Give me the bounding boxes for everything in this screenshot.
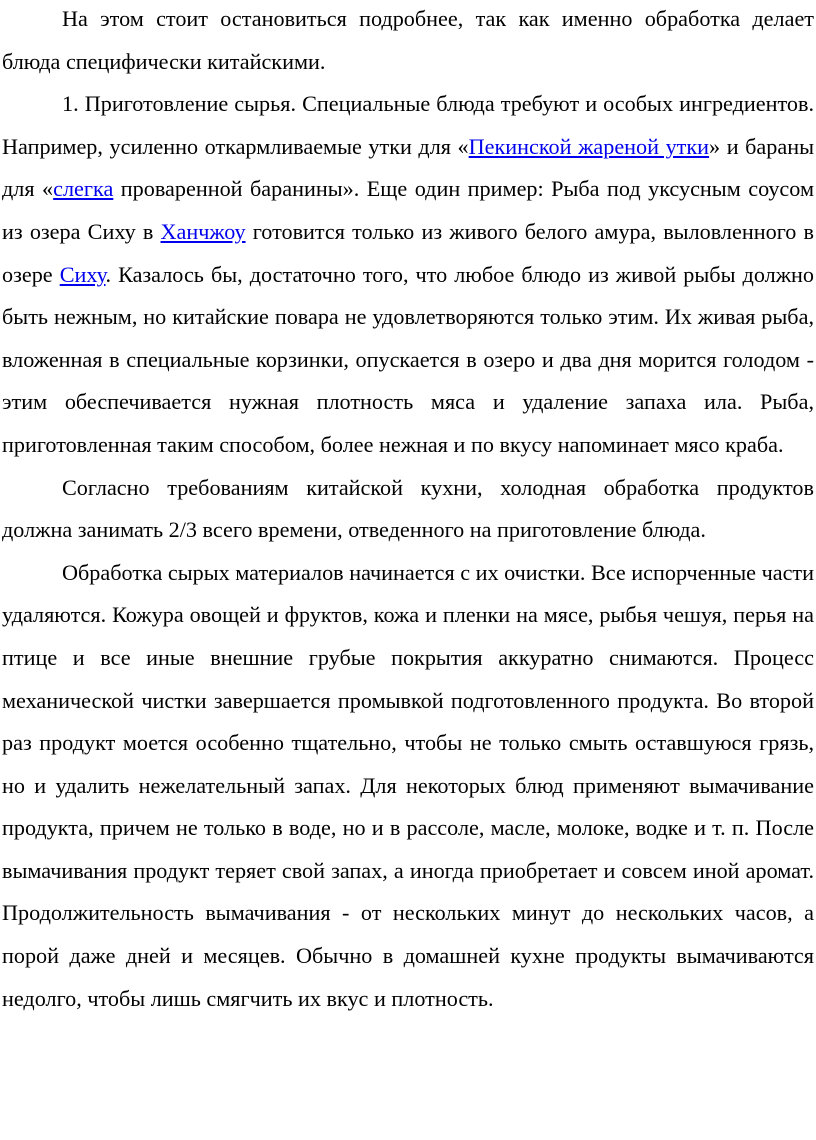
link-xihu[interactable]: Сиху xyxy=(59,261,106,287)
link-hangzhou[interactable]: Ханчжоу xyxy=(160,218,246,244)
paragraph-intro xyxy=(2,0,814,83)
paragraph-cleaning-text: Обработка сырых материалов начинается с их очистки. Все испорченные части удаляются. Кожура овощей и фруктов, кожа и пленки на мясе, рыбья чешуя, перья на птице и все иные внешние грубые покрытия аккуратно снимаются. Процесс механической чистки завершается промывкой подготовленного продукта. Во второй раз продукт моется особенно тщательно, чтобы не только смыть оставшуюся грязь, но и удалить нежелательный запах. Для некоторых блюд применяют вымачивание продукта, причем не только в воде, но и в рассоле, масле, молоке, водке и т. п. После вымачивания продукт теряет свой запах, а иногда приобретает и совсем иной аромат. Продолжительность вымачивания - от нескольких минут до нескольких часов, а порой даже дней и месяцев. Обычно в домашней кухне продукты вымачиваются недолго, чтобы лишь смягчить их вкус и плотность. xyxy=(2,559,814,1011)
paragraph-text-segment: » и бараны для « xyxy=(2,133,814,202)
paragraph-text-segment: . Казалось бы, достаточно того, что любое блюдо из живой рыбы должно быть нежным, но китайские повара не удовлетворяются только этим. Их живая рыба, вложенная в специальные корзинки, опускается в озеро и два дня морится голодом - этим обеспечивается нужная плотность мяса и удаление запаха ила. Рыба, приготовленная таким способом, более нежная и по вкусу напоминает мясо краба. xyxy=(2,261,814,457)
paragraph-raw-preparation xyxy=(2,83,814,466)
paragraph-cold-processing-text: Согласно требованиям китайской кухни, холодная обработка продуктов должна занимать 2/3 всего времени, отведенного на приготовление блюда. xyxy=(2,474,814,543)
paragraph-text-segment: проваренной баранины». Еще один пример: Рыба под уксусным соусом из озера Сиху в xyxy=(2,176,814,244)
paragraph-cold-processing xyxy=(2,467,814,552)
paragraph-intro-text: На этом стоит остановиться подробнее, так как именно обработка делает блюда специфически китайскими. xyxy=(2,6,814,74)
link-peking-duck[interactable]: Пекинской жареной утки xyxy=(468,133,710,159)
paragraph-text-segment: готовится только из живого белого амура, выловленного в озере xyxy=(2,218,814,287)
paragraph-text-segment: 1. Приготовление сырья. Специальные блюда требуют и особых ингредиентов. Например, усиленно откармливаемые утки для « xyxy=(2,91,814,159)
paragraph-cleaning xyxy=(2,552,814,1021)
link-slegka[interactable]: слегка xyxy=(53,176,114,202)
